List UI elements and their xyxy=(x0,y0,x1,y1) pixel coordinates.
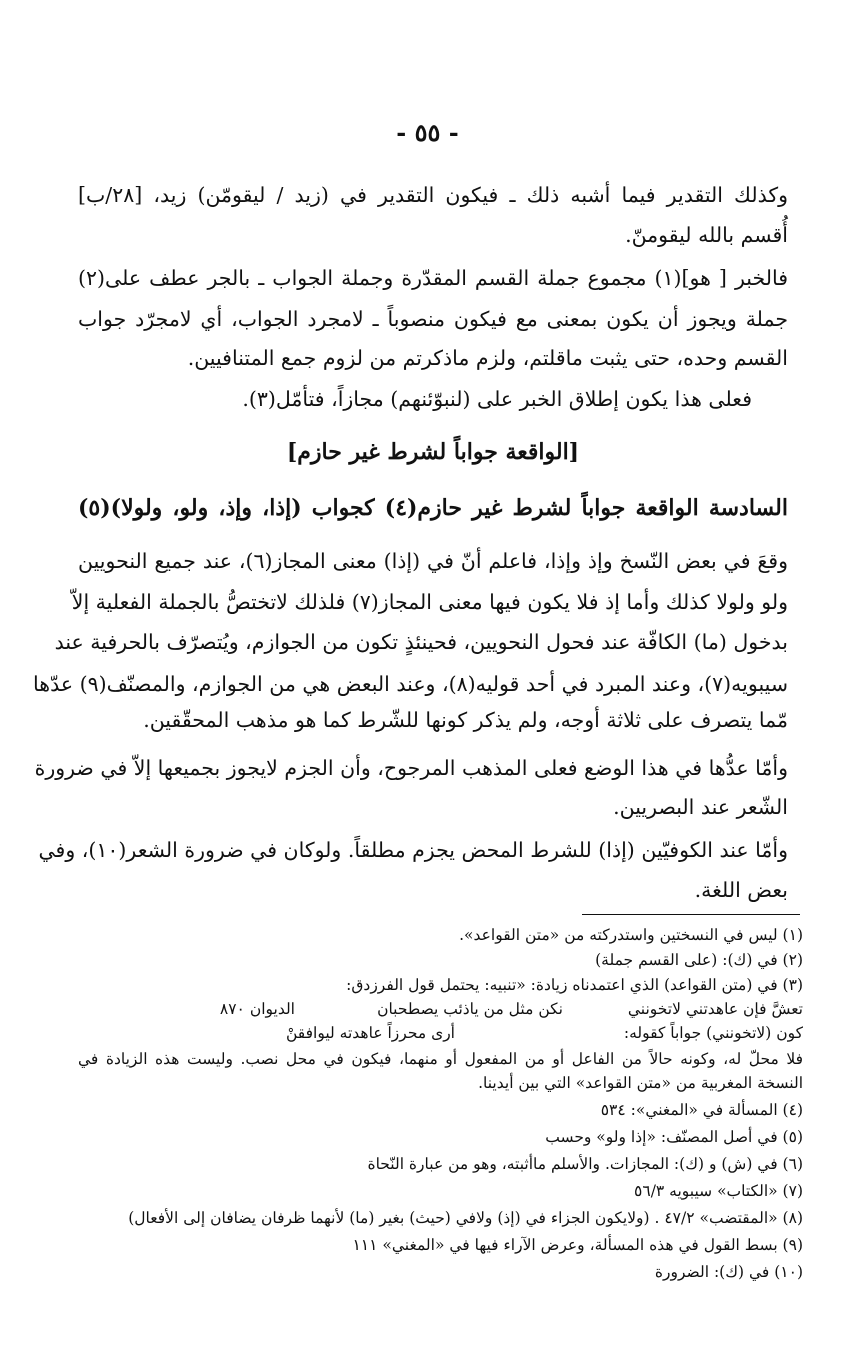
text-line: أُقسم بالله ليقومنّ. xyxy=(625,223,788,247)
footnote: (٢) في (ك): (على القسم جملة) xyxy=(595,951,803,969)
text-line: القسم وحده، حتى يثبت ماقلتم، ولزم ماذكرتم من لزوم جمع المتنافيين. xyxy=(187,346,788,370)
footnote: (١٠) في (ك): الضرورة xyxy=(654,1263,803,1281)
footnote: (٤) المسألة في «المغني»: ٥٣٤ xyxy=(600,1101,803,1119)
page-number: - ٥٥ - xyxy=(396,118,459,147)
text-line: وأمّا عند الكوفيّين (إذا) للشرط المحض يجزم مطلقاً. ولوكان في ضرورة الشعر(١٠)، وفي xyxy=(38,838,788,862)
footnote: (٦) في (ش) و (ك): المجازات. والأسلم ماأثبته، وهو من عبارة النّحاة xyxy=(367,1155,803,1173)
footnote: (٧) «الكتاب» سيبويه ٥٦/٣ xyxy=(634,1182,803,1200)
footnote: (٣) في (متن القواعد) الذي اعتمدناه زيادة: «تنبيه: يحتمل قول الفرزدق: xyxy=(346,976,803,994)
footnote-verse: كون (لاتخونني) جواباً كقوله: xyxy=(623,1024,803,1042)
text-line: الشّعر عند البصريين. xyxy=(613,795,788,819)
footnote: (٩) بسط القول في هذه المسألة، وعرض الآراء فيها في «المغني» ١١١ xyxy=(352,1236,803,1254)
text-line: وكذلك التقدير فيما أشبه ذلك ـ فيكون التقدير في (زيد / ليقومّن) زيد، [٢٨/ب] xyxy=(78,183,788,207)
text-line: بعض اللغة. xyxy=(694,878,788,902)
footnote: فلا محلّ له، وكونه حالاً من الفاعل أو من المفعول أو منهما، فيكون في محل نصب. وليست هذه الزيادة في xyxy=(78,1050,803,1068)
text-line: مّما يتصرف على ثلاثة أوجه، ولم يذكر كونها للشّرط كما هو مذهب المحقّقين. xyxy=(143,708,788,732)
text-line: جملة ويجوز أن يكون بمعنى مع فيكون منصوباً ـ لامجرد الجواب، أي لامجرّد جواب xyxy=(78,307,788,331)
footnote-verse: نكن مثل من ياذئب يصطحبان xyxy=(377,1000,563,1018)
text-line: بدخول (ما) الكافّة عند فحول النحويين، فحينئذٍ تكون من الجوازم، ويُتصرّف بالحرفية عند xyxy=(54,630,788,654)
text-line: وقعَ في بعض النّسخ وإذ وإذا، فاعلم أنّ في (إذا) معنى المجاز(٦)، عند جميع النحويين xyxy=(78,549,789,573)
footnote: (١) ليس في النسختين واستدركته من «متن القواعد». xyxy=(459,926,803,944)
text-line: وأمّا عدُّها في هذا الوضع فعلى المذهب المرجوح، وأن الجزم لايجوز بجميعها إلاّ في ضرورة xyxy=(34,756,788,780)
text-line: فعلى هذا يكون إطلاق الخبر على (لنبوّئنهم) مجازاً، فتأمّل(٣). xyxy=(242,387,752,411)
footnote-source: الديوان ٨٧٠ xyxy=(219,1000,295,1018)
footnote: (٥) في أصل المصنّف: «إذا ولو» وحسب xyxy=(545,1128,803,1146)
text-line: ولو ولولا كذلك وأما إذ فلا يكون فيها معنى المجاز(٧) فلذلك لاتختصُّ بالجملة الفعلية إلاّ xyxy=(71,590,788,614)
footnote-separator xyxy=(582,914,800,915)
footnote: النسخة المغربية من «متن القواعد» التي بين أيدينا. xyxy=(478,1074,803,1092)
footnote-verse: أرى محرزاً عاهدته ليوافقنْ xyxy=(285,1024,455,1042)
text-line: سيبويه(٧)، وعند المبرد في أحد قوليه(٨)، وعند البعض هي من الجوازم، والمصنّف(٩) عدّها xyxy=(33,672,788,696)
footnote-verse: تعشَّ فإن عاهدتني لاتخونني xyxy=(627,1000,803,1018)
text-line: السادسة الواقعة جواباً لشرط غير حازم(٤) كجواب (إذا، وإذ، ولو، ولولا)(٥) xyxy=(78,495,788,521)
section-heading: [الواقعة جواباً لشرط غير حازم] xyxy=(286,439,580,465)
text-line: فالخبر [ هو](١) مجموع جملة القسم المقدّرة وجملة الجواب ـ بالجر عطف على(٢) xyxy=(78,266,788,290)
footnote: (٨) «المقتضب» ٤٧/٢ . (ولايكون الجزاء في (إذ) ولافي (حيث) بغير (ما) لأنهما ظرفان يضافان إلى الأفعال) xyxy=(128,1209,803,1227)
